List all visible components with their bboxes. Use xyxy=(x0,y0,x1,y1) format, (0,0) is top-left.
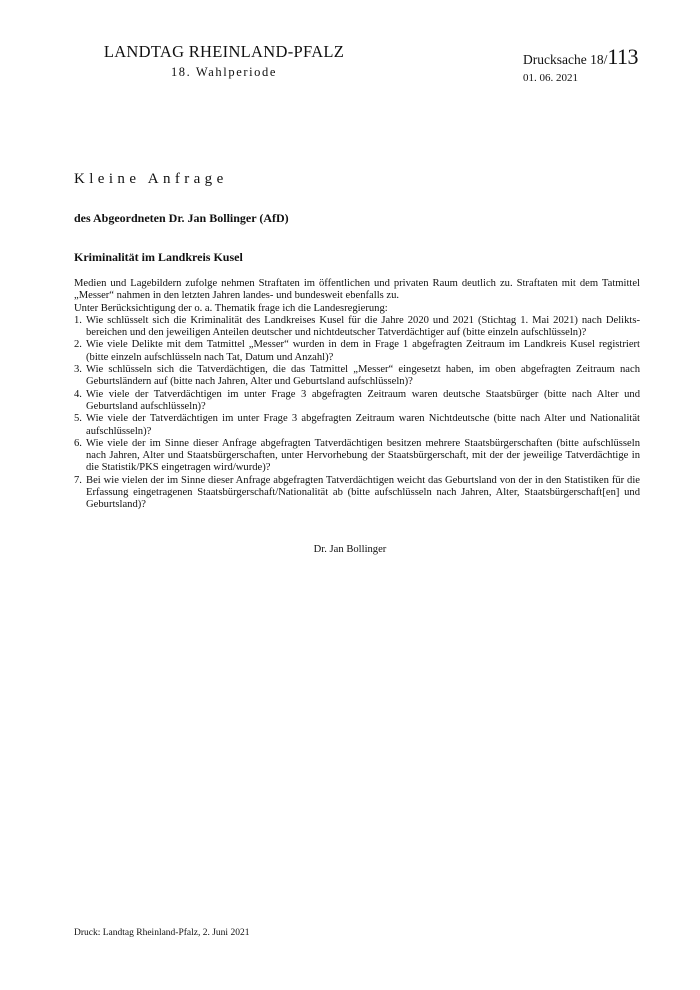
lead-in: Unter Berücksichtigung der o. a. Thematik frage ich die Landesregierung: xyxy=(74,302,388,314)
question-text: Wie viele der Tatverdächtigen im unter Frage 3 abgefragten Zeitraum waren deutsche Staatsbürger (bitte nach Alter und Geburtsland aufschlüsseln)? xyxy=(86,388,640,412)
drucksache-label: Drucksache 18/ xyxy=(523,52,608,67)
drucksache-number: 113 xyxy=(607,44,639,69)
question-item xyxy=(74,438,640,475)
signature: Dr. Jan Bollinger xyxy=(313,544,387,555)
document-reference xyxy=(523,44,639,84)
document-type: Kleine Anfrage xyxy=(74,171,228,187)
document-body xyxy=(74,278,640,512)
question-number: 4. xyxy=(74,388,82,400)
question-number: 7. xyxy=(74,474,82,486)
question-text: Wie viele der im Sinne dieser Anfrage abgefragten Tatverdächtigen besitzen mehrere Staatsbürgerschaften (bitte aufschlüsseln nach Jahren, Alter und Staatsbürgerschaften, unter Hervorhebung der Staatsbürgerschaft, mit der der jeweilige Tatverdächtige in die Statistik/PKS eingetragen wird/wurde)? xyxy=(86,437,640,474)
subject-title: Kriminalität im Landkreis Kusel xyxy=(74,250,243,264)
question-list xyxy=(74,315,640,512)
question-number: 1. xyxy=(74,314,82,326)
author-line: des Abgeordneten Dr. Jan Bollinger (AfD) xyxy=(74,211,289,225)
question-text: Wie viele der Tatverdächtigen im unter Frage 3 abgefragten Zeitraum waren Nichtdeutsche (bitte nach Alter und Nationalität aufschlüsseln)? xyxy=(86,413,640,437)
intro-paragraph: Medien und Lagebildern zufolge nehmen Straftaten im öffentlichen und privaten Raum deutlich zu. Straftaten mit dem Tatmittel „Messer“ nahmen in den letzten Jahren landes- und bundesweit ebenfalls zu. xyxy=(74,278,640,302)
question-number: 5. xyxy=(74,413,82,425)
question-text: Wie schlüsseln sich die Tatverdächtigen, die das Tatmittel „Messer“ eingesetzt haben, im oben abgefragten Zeitraum nach Geburtsländern auf (bitte nach Jahren, Alter und Geburtsland aufschlüsseln)? xyxy=(86,364,640,388)
print-footer: Druck: Landtag Rheinland-Pfalz, 2. Juni 2021 xyxy=(74,928,250,938)
drucksache-line xyxy=(523,44,639,70)
question-text: Wie schlüsselt sich die Kriminalität des Landkreises Kusel für die Jahre 2020 und 2021 (Stichtag 1. Mai 2021) nach Deliktsbereichen und den jeweiligen Anteilen deutscher und nichtdeutscher Tatverdächtiger auf (bitte einzeln aufschlüsseln)? xyxy=(86,314,640,339)
question-item xyxy=(74,364,640,389)
question-item xyxy=(74,475,640,512)
question-item xyxy=(74,315,640,340)
question-item xyxy=(74,339,640,364)
question-text: Bei wie vielen der im Sinne dieser Anfrage abgefragten Tatverdächtigen weicht das Geburtsland von der in den Statistiken für die Erfassung eingetragenen Staatsbürgerschaft/Nationalität ab (bitte aufschlüsseln nach Jahren, Alter, Staatsbürgerschaft[en] und Geburtsland)? xyxy=(86,474,640,511)
legislative-period: 18. Wahlperiode xyxy=(170,65,278,79)
document-date: 01. 06. 2021 xyxy=(523,72,578,84)
question-item xyxy=(74,413,640,438)
question-number: 2. xyxy=(74,339,82,351)
question-number: 3. xyxy=(74,364,82,376)
question-text: Wie viele Delikte mit dem Tatmittel „Messer“ wurden in dem in Frage 1 abgefragten Zeitraum im Landkreis Kusel registriert (bitte einzeln aufschlüsseln nach Tat, Datum und Anzahl)? xyxy=(86,339,640,363)
question-number: 6. xyxy=(74,437,82,449)
question-item xyxy=(74,389,640,414)
parliament-name: LANDTAG RHEINLAND-PFALZ xyxy=(103,42,345,61)
masthead xyxy=(74,43,374,80)
